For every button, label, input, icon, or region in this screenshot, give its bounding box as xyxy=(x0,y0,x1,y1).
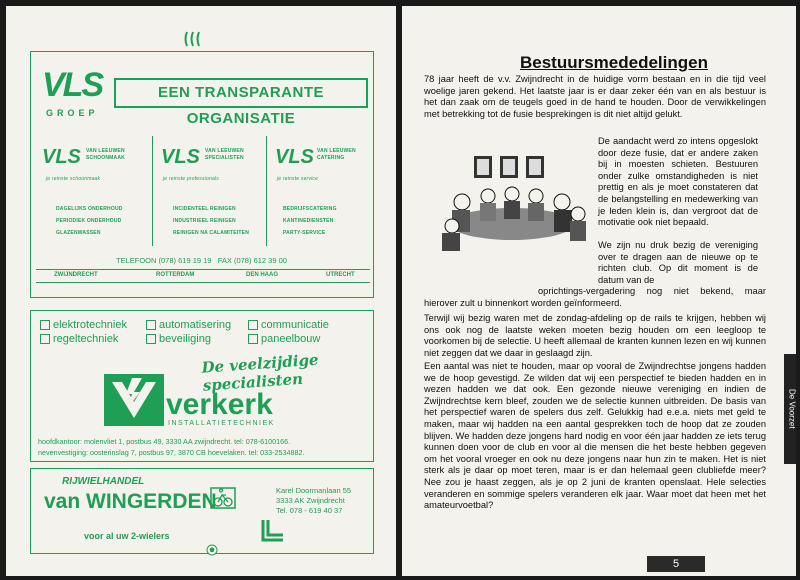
check-item: elektrotechniek xyxy=(40,319,127,331)
paragraph-3a: We zijn nu druk bezig de vereniging over te dragen aan de nieuwe op te richten club. Op dit moment is de datum van de xyxy=(598,240,758,285)
vls-division-1 xyxy=(36,136,146,246)
division-item: INDUSTRIEEL REINIGEN xyxy=(173,218,236,224)
division-name: VAN LEEUWEN xyxy=(205,148,244,154)
wingerden-slogan: voor al uw 2-wielers xyxy=(84,531,170,541)
division-tag: je reinste schoonmaak xyxy=(46,176,101,182)
football-icon xyxy=(206,544,218,556)
vls-phone: TELEFOON (078) 619 19 19 FAX (078) 612 39 00 xyxy=(116,256,287,265)
verkerk-logo-icon xyxy=(104,374,164,426)
vls-slogan: EEN TRANSPARANTE ORGANISATIE xyxy=(114,78,368,108)
paragraph-1: 78 jaar heeft de v.v. Zwijndrecht in de huidige vorm bestaan en in die tijd veel woelige jaren gekend. Het laatste jaar is er daar zeker één van en als bestuur is het dan zaak om de teugels goed in de hand te houden. Door de verwikkelingen met betrekking tot de fusie besprekingen is dit niet altijd gelukt. xyxy=(424,74,766,119)
paragraph-5: Een aantal was niet te houden, maar op vooral de Zwijndrechtse jongens hadden we de hoop gevestigd. Ze wilden dat wij een perspectief te bieden hadden en in wezen hadden we dat ook. Een gezonde nieuwe vereniging en indien de Zwijndrechtse kern bleef, zouden we de selectie kunnen uitbreiden. De basis van het perspectief waren de spelers dus zelf. Gelukkig had e.e.a. niets met geld te maken, maar wij hadden na een aantal gesprekken toch de hoop dat ze zouden blijven. We hadden deze jongens hard nodig en voor één jaar hadden ze iets terug kunnen doen voor de club en voor al die mensen die het beste hebben gegeven om het vooral vroeger en ook nu deze jongens naar hun zin te maken. Het is niet sterk als je daar op moet teren, maar is er dan helemaal geen clubliefde meer? Nee zou je haast zeggen, als je op 2 juni de kranten openslaat. Hele selecties veranderen en sommige spelers veranderen elk jaar. Waar moet dat heen met het amateurvoetbal? xyxy=(424,361,766,511)
paragraph-3b: oprichtings-vergadering nog niet bekend, maar hierover zult u binnenkort worden geïnformeerd. xyxy=(424,286,766,308)
city-label: ZWIJNDRECHT xyxy=(54,272,98,278)
page-number: 5 xyxy=(647,556,705,572)
vls-division-3 xyxy=(266,136,371,246)
wingerden-label: RIJWIELHANDEL xyxy=(62,476,145,487)
verkerk-sub: INSTALLATIETECHNIEK xyxy=(168,420,275,427)
meeting-illustration xyxy=(432,154,592,254)
division-logo: VLS xyxy=(42,146,81,168)
paragraph-2: De aandacht werd zo intens opgeslokt door deze fusie, dat er andere zaken bij in moesten schieten. Bestuuren onder zulke omstandigheden is niet prettig en als je moet constateren dat de belangstelling en medewerking van je leden klein is, dan vergroot dat de motivatie ook niet bepaald. xyxy=(598,136,758,228)
division-item: DAGELIJKS ONDERHOUD xyxy=(56,206,123,212)
division-tag: je reinste service xyxy=(277,176,319,182)
division-name2: SCHOONMAAK xyxy=(86,155,125,161)
vls-logo: VLS xyxy=(42,66,103,104)
division-name2: CATERING xyxy=(317,155,345,161)
division-logo: VLS xyxy=(161,146,200,168)
division-item: KANTINEDIENSTEN xyxy=(283,218,334,224)
paragraph-4: Terwijl wij bezig waren met de zondag-afdeling op de rails te krijgen, hebben wij ons ook nog de laatste weken moeten bezig houden om een leegloop te voorkomen bij de selectie. U heeft allemaal de kranten kunnen lezen en wij kunnen niet zeggen dat we daar in geslaagd zijn. xyxy=(424,313,766,358)
verkerk-address-1: hoofdkantoor: molenvliet 1, postbus 49, 3330 AA zwijndrecht. tel: 078-6100166. xyxy=(38,437,291,446)
verkerk-script: De veelzijdige specialisten xyxy=(200,350,320,395)
wingerden-addr2: 3333 AK Zwijndrecht xyxy=(276,496,345,505)
city-label: ROTTERDAM xyxy=(156,272,195,278)
division-item: INCIDENTEEL REINIGEN xyxy=(173,206,236,212)
city-label: DEN HAAG xyxy=(246,272,279,278)
brand-logo-icon xyxy=(261,518,285,542)
bicycle-icon xyxy=(210,487,236,509)
division-item: REINIGEN NA CALAMITEITEN xyxy=(173,230,250,236)
wingerden-addr1: Karel Doormanlaan 55 xyxy=(276,486,352,495)
left-page xyxy=(6,6,396,576)
division-name: VAN LEEUWEN xyxy=(86,148,125,154)
division-name: VAN LEEUWEN xyxy=(317,148,356,154)
check-item: automatisering xyxy=(146,319,231,331)
check-item: beveiliging xyxy=(146,333,211,345)
division-item: BEDRIJFSCATERING xyxy=(283,206,337,212)
division-item: PERIODIEK ONDERHOUD xyxy=(56,218,122,224)
wingerden-name: van WINGERDEN xyxy=(44,490,217,513)
ornament-icon xyxy=(184,30,204,48)
division-name2: SPECIALISTEN xyxy=(205,155,244,161)
wingerden-tel: Tel. 078 - 619 40 37 xyxy=(276,506,343,515)
vls-division-2 xyxy=(152,136,263,246)
division-item: GLAZENWASSEN xyxy=(56,230,101,236)
check-item: communicatie xyxy=(248,319,329,331)
right-page xyxy=(402,6,796,576)
division-tag: je reinste professionals xyxy=(163,176,219,182)
division-item: PARTY-SERVICE xyxy=(283,230,326,236)
verkerk-address-2: nevenvestiging: oosterinslag 7, postbus 97, 3870 CB hoevelaken. tel: 033-2534882. xyxy=(38,448,305,457)
check-item: paneelbouw xyxy=(248,333,320,345)
verkerk-name: verkerk xyxy=(166,388,273,421)
side-tab: De Voorzet xyxy=(784,354,796,464)
city-label: UTRECHT xyxy=(326,272,355,278)
division-logo: VLS xyxy=(275,146,314,168)
article-title: Bestuursmededelingen xyxy=(520,53,708,72)
check-item: regeltechniek xyxy=(40,333,118,345)
vls-groep: GROEP xyxy=(46,108,99,118)
